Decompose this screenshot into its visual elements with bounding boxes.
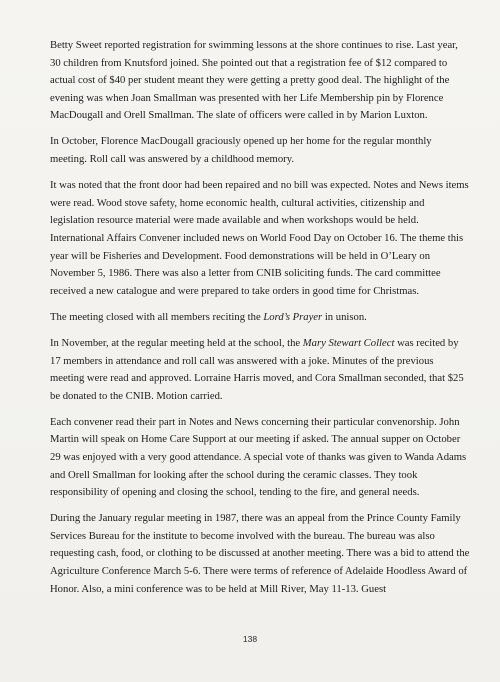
text-run: Each convener read their part in Notes and News concerning their particular convenorship. John Martin will speak on Home Care Support at our meeting if asked. The annual supper on October 29 was enjoyed with a very good attendance. A special vote of thanks was given to Wanda Adams and Orell Smallman for looking after the school during the ceramic classes. They took responsibility of opening and closing the school, tending to the fire, and general needs.: [50, 416, 467, 499]
page-number: 138: [242, 634, 258, 644]
text-run: During the January regular meeting in 1987, there was an appeal from the Prince County Family Services Bureau for the institute to become involved with the bureau. The bureau was also requesting cash, food, or clothing to be discussed at another meeting. There was a bid to attend the Agriculture Conference March 5-6. There were terms of reference of Adelaide Hoodless Award of Honor. Also, a mini conference was to be held at Mill River, May 11-13. Guest: [50, 513, 470, 595]
body-text: [50, 37, 470, 598]
paragraph: [50, 309, 470, 327]
text-run: Betty Sweet reported registration for swimming lessons at the shore continues to rise. Last year, 30 children from Knutsford joined. She pointed out that a registration fee of $12 compared to actual cost of $40 per student meant they were getting a pretty good deal. The highlight of the evening was when Joan Smallman was presented with her Life Membership pin by Florence MacDougall and Orell Smallman. The slate of officers were called in by Marion Luxton.: [50, 40, 458, 122]
text-run: It was noted that the front door had been repaired and no bill was expected. Notes and News items were read. Wood stove safety, home economic health, cultural activities, citizenship and legislation resource material were made available and when workshops would be held. International Affairs Convener included news on World Food Day on October 16. The theme this year will be Fisheries and Development. Food demonstrations will be held in O’Leary on November 5, 1986. There was also a letter from CNIB soliciting funds. The card committee received a new catalogue and were prepared to take orders in good time for Christmas.: [50, 180, 469, 297]
paragraph: [50, 414, 470, 502]
text-run: In November, at the regular meeting held at the school, the: [50, 337, 303, 349]
text-run: was recited by 17 members in attendance and roll call was answered with a joke. Minutes of the previous meeting were read and approved. Lorraine Harris moved, and Cora Smallman seconded, that $25 be donated to the CNIB. Motion carried.: [50, 337, 464, 402]
paragraph: [50, 510, 470, 598]
italic-title: Mary Stewart Collect: [302, 337, 395, 349]
paragraph: [50, 177, 470, 300]
paragraph: [50, 37, 470, 125]
italic-title: Lord’s Prayer: [263, 311, 323, 323]
paragraph: [50, 335, 470, 405]
paragraph: [50, 133, 470, 168]
text-run: The meeting closed with all members reciting the: [50, 311, 264, 323]
text-run: in unison.: [322, 311, 367, 323]
text-run: In October, Florence MacDougall graciously opened up her home for the regular monthly meeting. Roll call was answered by a childhood memory.: [50, 136, 432, 166]
